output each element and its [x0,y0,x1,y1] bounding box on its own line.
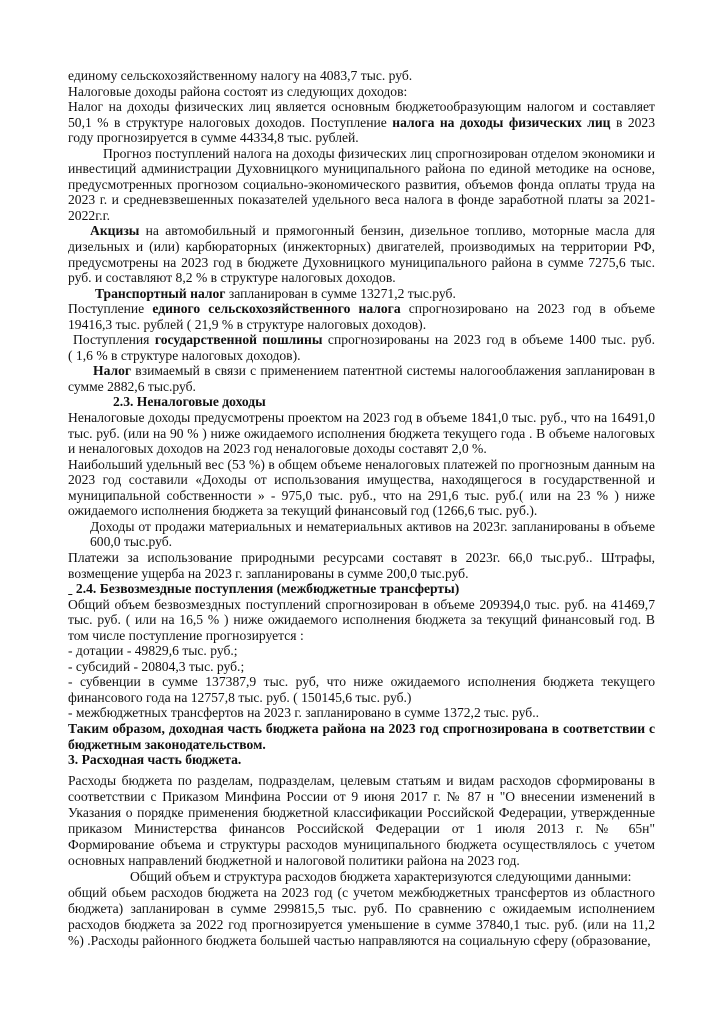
paragraph [68,721,655,752]
expenditure-section [68,773,655,949]
paragraph [68,674,655,705]
text-run: Поступление [68,301,153,317]
paragraph [68,410,655,457]
text-run: Платежи за использование природными ресурсами составят в 2023г. 66,0 тыс.руб.. Штрафы, [68,549,655,565]
text-run: дизельных и (или) карбюраторных (инжекторных) двигателей, производимых на территории РФ, [68,239,655,255]
bold-text: Транспортный налог [95,285,226,301]
text-line [68,457,655,473]
text-line [68,394,655,410]
text-run: сумме 2882,6 тыс.руб. [68,378,196,394]
bold-text: 2.3. Неналоговые доходы [113,394,266,410]
text-line [68,270,655,286]
text-run: ожидаемого исполнения бюджета за текущий финансовый год (1266,6 тыс. руб.). [68,503,538,519]
text-run: 50,1 % в структуре налоговых доходов. Поступление [68,114,393,130]
paragraph [68,581,655,597]
text-line [68,550,655,566]
text-run: муниципальной собственности » - 975,0 тыс. руб., что на 291,6 тыс. руб.( или на 23 % ) ниже [68,487,655,503]
text-run: инвестиций администрации Духовницкого муниципального района по единой методике на основе, [68,161,655,177]
text-run: Расходы бюджета по разделам, подразделам, целевым статьям и видам расходов сформированы в [68,772,655,788]
text-line [68,869,655,885]
text-run: том числе поступление прогнозируется : [68,627,304,643]
text-run: предусмотренных прогнозом социально-экономического развития, объемов фонда оплаты труда на [68,176,655,192]
text-line [68,805,655,821]
text-run: расходов бюджета за 2022 год прогнозируется уменьшение в сумме 37840,1 тыс. руб. (или на 11,2 [68,916,655,932]
text-line [68,821,655,837]
paragraph [68,146,655,224]
bold-text: ˍ 2.4. Безвозмездные поступления (межбюджетные трансферты) [68,581,460,597]
text-line [68,752,655,768]
text-line [68,84,655,100]
text-line [68,441,655,457]
paragraph [68,773,655,869]
text-run: 2023 год составили «Доходы от использования имущества, находящегося в государственной и [68,472,655,488]
paragraph [68,84,655,100]
text-line [68,255,655,271]
paragraph [68,597,655,644]
paragraph [68,869,655,885]
text-line [68,161,655,177]
text-run: 19416,3 тыс. рублей ( 21,9 % в структуре налоговых доходов). [68,316,427,332]
text-line [68,690,655,706]
text-line [68,737,655,753]
text-line [68,379,655,395]
text-run: 2022г.г. [68,207,111,223]
text-run: Наибольший удельный вес (53 %) в общем объеме неналоговых платежей по прогнозным данным на [68,456,655,472]
text-line [68,472,655,488]
text-line [68,837,655,853]
text-run: ( 1,6 % в структуре налоговых доходов). [68,347,301,363]
text-run: взимаемый в связи с применением патентной системы налогооблажения запланирован в [131,363,655,379]
text-line [68,208,655,224]
paragraph [68,99,655,146]
text-line [68,659,655,675]
text-line [68,581,655,597]
text-line [68,628,655,644]
text-line [68,177,655,193]
text-line [68,773,655,789]
text-line [68,503,655,519]
text-line [68,674,655,690]
bold-text: единого сельскохозяйственного налога [152,301,401,317]
text-run: запланирован в сумме 13271,2 тыс.руб. [225,285,456,301]
text-line [68,317,655,333]
paragraph [68,363,655,394]
paragraph [68,752,655,768]
text-line [68,192,655,208]
paragraph [68,550,655,581]
text-line [68,426,655,442]
text-line [68,534,655,550]
text-run: предусмотрены на 2023 год в бюджете Духовницкого муниципального района в сумме 7275,6 тыс. [68,254,655,270]
text-line [68,519,655,535]
text-run: единому сельскохозяйственному налогу на 4083,7 тыс. руб. [68,68,413,83]
text-run: - дотации - 49829,6 тыс. руб.; [68,643,238,659]
text-line [68,933,655,949]
text-run: %) .Расходы районного бюджета большей частью направляются на социальную сферу (образование, [68,932,651,948]
paragraph [68,519,655,550]
paragraph [68,394,655,410]
text-run: соответствии с Приказом Минфина России от 9 июня 2017 г. № 87 н "О внесении изменений в [68,788,655,804]
paragraph [68,885,655,949]
text-line [68,488,655,504]
bold-text: Акцизы [90,223,140,239]
bold-text: Таким образом, доходная часть бюджета района на 2023 год спрогнозирована в соответствии с [68,720,655,736]
bold-text: Налог [93,363,132,379]
paragraph [68,301,655,332]
text-run: в 2023 [610,114,655,130]
text-line [68,363,655,379]
text-run: и неналоговых доходов на 2023 год неналоговые доходы составят 2,0 %. [68,441,487,457]
paragraph [68,659,655,675]
paragraph [68,457,655,519]
text-line [68,901,655,917]
revenue-section [68,68,655,768]
text-run: Налоговые доходы района состоят из следующих доходов: [68,83,408,99]
text-run: Общий объем и структура расходов бюджета характеризуются следующими данными: [130,868,632,884]
text-run: руб. и составляют 8,2 % в структуре налоговых доходов. [68,270,396,286]
text-line [68,721,655,737]
paragraph [68,68,655,84]
text-run: бюджета) запланирован в сумме 299815,5 тыс. руб. По сравнению с ожидаемым исполнением [68,900,655,916]
text-line [68,789,655,805]
text-run: Прогноз поступлений налога на доходы физических лиц спрогнозирован отделом экономики и [103,145,655,161]
text-line [68,223,655,239]
text-line [68,286,655,302]
bold-text: налога на доходы физических лиц [392,114,611,130]
text-run: - субвенции в сумме 137387,9 тыс. руб, что ниже ожидаемого исполнения бюджета текущего [68,674,655,690]
paragraph [68,286,655,302]
text-run: общий обьем расходов бюджета на 2023 год (с учетом межбюджетных трансфертов из областного [68,884,655,900]
paragraph [68,223,655,285]
text-run: Поступления [73,332,155,348]
text-run: Налог на доходы физических лиц является основным бюджетообразующим налогом и составляет [68,99,655,115]
text-run: спрогнозировано на 2023 год в объеме [400,301,655,317]
document-page [68,68,655,949]
text-line [68,99,655,115]
text-line [68,348,655,364]
bold-text: государственной пошлины [154,332,323,348]
text-line [68,410,655,426]
text-run: Доходы от продажи материальных и нематериальных активов на 2023г. запланированы в объеме [90,518,655,534]
text-run: тыс. руб. (или на 90 % ) ниже ожидаемого исполнения бюджета текущего года . В объеме налоговых [68,425,655,441]
text-line [68,917,655,933]
bold-text: бюджетным законодательством. [68,736,266,752]
paragraph [68,705,655,721]
text-run: Указания о порядке применения бюджетной классификации Российской Федерации, утвержденные [68,804,655,820]
text-run: 600,0 тыс.руб. [90,534,173,550]
text-run: возмещение ущерба на 2023 г. запланированы в сумме 200,0 тыс.руб. [68,565,469,581]
text-line [68,853,655,869]
text-run: Неналоговые доходы предусмотрены проектом на 2023 год в объеме 1841,0 тыс. руб., что на 16491,0 [68,410,655,426]
text-line [68,705,655,721]
bold-text: 3. Расходная часть бюджета. [68,752,242,768]
text-run: Формирование объема и структуры расходов муниципального бюджета осуществлялось с учетом [68,836,655,852]
text-run: спрогнозированы на 2023 год в объеме 1400 тыс. руб. [322,332,655,348]
text-run: - межбюджетных трансфертов на 2023 г. запланировано в сумме 1372,2 тыс. руб.. [68,705,540,721]
text-line [68,566,655,582]
text-line [68,146,655,162]
text-line [68,130,655,146]
text-line [68,597,655,613]
text-line [68,612,655,628]
text-run: финансового года на 12757,8 тыс. руб. ( 150145,6 тыс. руб.) [68,689,412,705]
text-line [68,239,655,255]
paragraph [68,643,655,659]
text-run: тыс. руб. ( или на 16,5 % ) ниже ожидаемого исполнения бюджета за текущий финансовый год. В [68,612,655,628]
text-line [68,68,655,84]
text-run: - субсидий - 20804,3 тыс. руб.; [68,658,245,674]
text-run: на автомобильный и прямогонный бензин, дизельное топливо, моторные масла для [139,223,655,239]
text-line [68,643,655,659]
text-run: Общий объем безвозмездных поступлений спрогнозирован в объеме 209394,0 тыс. руб. на 41469,7 [68,596,655,612]
text-line [68,115,655,131]
text-run: основных направлений бюджетной и налоговой политики района на 2023 год. [68,852,520,868]
text-line [68,885,655,901]
text-line [68,301,655,317]
text-run: году прогнозируется в сумме 44334,8 тыс. рублей. [68,130,359,146]
paragraph [68,332,655,363]
text-run: 2023 г. и средневзвешенных показателей удельного веса налога в фонде заработной платы за 2021- [68,192,655,208]
text-line [68,332,655,348]
text-run: приказом Министерства финансов Российской Федерации от 1 июля 2013 г. № 65н" [68,820,655,836]
